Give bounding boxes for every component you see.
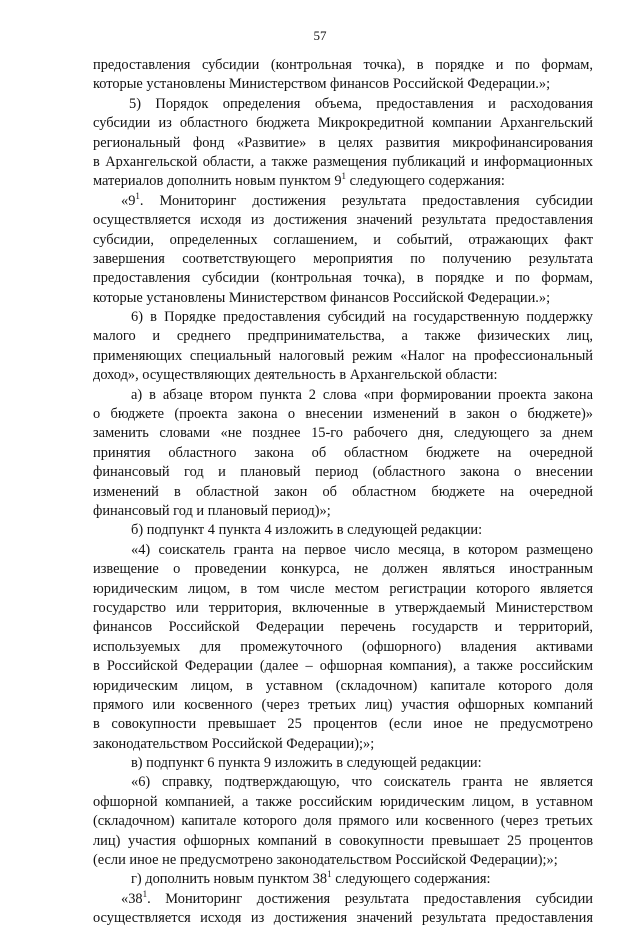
line-text-continued: следующего содержания:	[346, 173, 505, 190]
text-line	[93, 289, 593, 308]
line-text: доход», осуществляющих деятельность в Архангельской области:	[93, 367, 498, 384]
text-line	[93, 483, 593, 502]
superscript: 1	[142, 889, 148, 899]
line-text: г) дополнить новым пунктом 38	[131, 871, 328, 888]
text-line	[93, 870, 593, 889]
text-line	[93, 580, 593, 599]
text-line	[93, 56, 593, 75]
text-line	[93, 754, 593, 773]
text-line	[93, 386, 593, 405]
line-text: «9	[121, 192, 136, 209]
line-text: прямого или косвенного (через третьих лиц) участия офшорных компаний	[93, 696, 593, 713]
line-text: б) подпункт 4 пункта 4 изложить в следующей редакции:	[131, 522, 483, 539]
text-line	[93, 618, 593, 637]
line-text: 5) Порядок определения объема, предоставления и расходования	[129, 95, 593, 112]
line-text: финансовый год и плановый период (областного закона о внесении	[93, 464, 593, 481]
line-text: осуществляется исходя из достижения значений результата предоставления	[93, 910, 593, 927]
line-text: осуществляется исходя из достижения значений результата предоставления	[93, 212, 593, 229]
text-line	[93, 793, 593, 812]
text-line	[93, 851, 593, 870]
line-text-continued: . Мониторинг достижения результата предоставления субсидии	[139, 192, 593, 209]
text-line	[93, 502, 593, 521]
text-line	[93, 560, 593, 579]
text-line	[93, 715, 593, 734]
line-text: в совокупности превышает 25 процентов (если иное не предусмотрено	[93, 716, 593, 733]
line-text-continued: следующего содержания:	[331, 871, 491, 888]
line-text: малого и среднего предпринимательства, а также физических лиц,	[93, 328, 593, 345]
line-text: (складочном) капитале которого доля прямого или косвенного (через третьих	[93, 813, 593, 830]
text-line	[93, 366, 593, 385]
text-line	[93, 172, 593, 191]
line-text: в Архангельской области, а также размещения публикаций и информационных	[93, 153, 593, 170]
superscript: 1	[135, 191, 140, 201]
line-text: предоставления субсидии (контрольная точка), в порядке и по формам,	[93, 270, 593, 287]
line-text: 6) в Порядке предоставления субсидий на государственную поддержку	[131, 309, 593, 326]
text-line	[93, 677, 593, 696]
text-line	[93, 890, 593, 909]
text-line	[93, 250, 593, 269]
line-text: юридическим лицом, в том числе местом регистрации которого является	[93, 580, 593, 597]
page-number: 57	[313, 28, 327, 43]
line-text: «6) справку, подтверждающую, что соискатель гранта не является	[131, 774, 593, 791]
text-line	[93, 541, 593, 560]
text-line	[93, 75, 593, 94]
superscript: 1	[327, 870, 332, 880]
text-line	[93, 347, 593, 366]
line-text: офшорной компанией, а также российским юридическим лицом, в уставном	[93, 793, 593, 810]
line-text: предоставления субсидии (контрольная точка), в порядке и по формам,	[93, 57, 593, 73]
text-line	[93, 308, 593, 327]
text-line	[93, 773, 593, 792]
line-text: финансовый год и плановый период)»;	[93, 502, 331, 519]
text-line	[93, 269, 593, 288]
line-text: принятия областного закона об областном бюджете на очередной	[93, 444, 593, 461]
line-text: (если иное не предусмотрено законодательством Российской Федерации);»;	[93, 852, 558, 869]
text-line	[93, 192, 593, 211]
line-text: в Российской Федерации (далее – офшорная компания), а также российским	[93, 658, 593, 675]
text-line	[93, 599, 593, 618]
line-text: а) в абзаце втором пункта 2 слова «при формировании проекта закона	[131, 386, 593, 403]
line-text: применяющих специальный налоговый режим «Налог на профессиональный	[93, 347, 593, 364]
line-text: «38	[121, 890, 143, 907]
line-text: изменений в областной закон об областном бюджете на очередной	[93, 483, 593, 500]
line-text: финансов Российской Федерации перечень государств и территорий,	[93, 619, 593, 636]
text-line	[93, 696, 593, 715]
line-text: завершения соответствующего мероприятия по получению результата	[93, 250, 593, 267]
line-text: которые установлены Министерством финансов Российской Федерации.»;	[93, 289, 551, 306]
text-line	[93, 95, 593, 114]
line-text: извещение о проведении конкурса, не должен являться иностранным	[93, 561, 593, 578]
text-line	[93, 832, 593, 851]
text-line	[93, 405, 593, 424]
line-text: которые установлены Министерством финансов Российской Федерации.»;	[93, 76, 551, 93]
text-line	[93, 657, 593, 676]
line-text: материалов дополнить новым пунктом 9	[93, 173, 342, 190]
text-line	[93, 153, 593, 172]
line-text: используемых для промежуточного (офшорного) владения активами	[93, 638, 593, 655]
line-text: субсидии, определенных соглашением, и событий, отражающих факт	[93, 231, 593, 248]
text-line	[93, 231, 593, 250]
line-text-continued: . Мониторинг достижения результата предоставления субсидии	[147, 890, 593, 907]
text-line	[93, 114, 593, 133]
text-line	[93, 444, 593, 463]
text-line	[93, 909, 593, 928]
line-text: в) подпункт 6 пункта 9 изложить в следующей редакции:	[131, 755, 482, 772]
text-line	[93, 812, 593, 831]
text-line	[93, 521, 593, 540]
line-text: субсидии из областного бюджета Микрокредитной компании Архангельский	[93, 115, 593, 132]
line-text: заменить словами «не позднее 15-го рабочего дня, следующего за днем	[93, 425, 593, 442]
line-text: юридическим лицом, в уставном (складочном) капитале которого доля	[93, 677, 593, 694]
line-text: региональный фонд «Развитие» в целях развития микрофинансирования	[93, 134, 593, 151]
text-line	[93, 134, 593, 153]
text-line	[93, 735, 593, 754]
line-text: о бюджете (проекта закона о внесении изменений в закон о бюджете)»	[93, 406, 593, 423]
document-body	[93, 56, 593, 929]
line-text: «4) соискатель гранта на первое число месяца, в котором размещено	[131, 541, 593, 558]
text-line	[93, 424, 593, 443]
line-text: законодательством Российской Федерации);»;	[93, 735, 375, 752]
text-line	[93, 211, 593, 230]
line-text: лиц) участия офшорных компаний в совокупности превышает 25 процентов	[93, 832, 593, 849]
text-line	[93, 327, 593, 346]
text-line	[93, 463, 593, 482]
line-text: государство или территория, включенные в утверждаемый Министерством	[93, 599, 593, 616]
text-line	[93, 638, 593, 657]
superscript: 1	[341, 172, 347, 182]
